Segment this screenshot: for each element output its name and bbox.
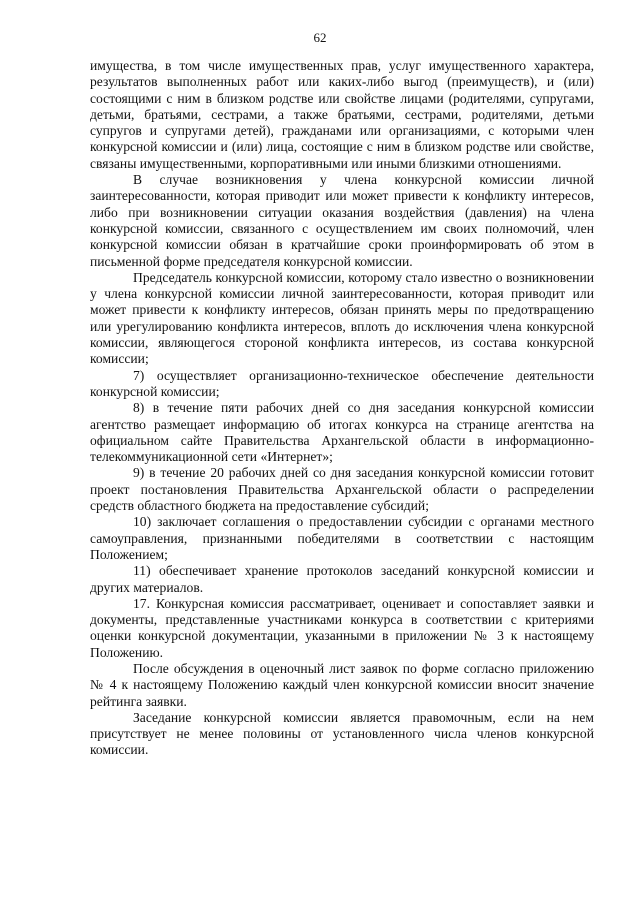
list-item-8: 8) в течение пяти рабочих дней со дня заседания конкурсной комиссии агентство размещает информацию об итогах конкурса на странице агентства на официальном сайте Правительства Архангельской области в информационно-телекоммуникационной сети «Интернет»;: [90, 400, 594, 465]
clause-17: 17. Конкурсная комиссия рассматривает, оценивает и сопоставляет заявки и документы, представленные участниками конкурса в соответствии с критериями оценки конкурсной документации, указанными в приложении № 3 к настоящему Положению.: [90, 595, 594, 660]
list-item-11: 11) обеспечивает хранение протоколов заседаний конкурсной комиссии и других материалов.: [90, 563, 594, 595]
list-item-9: 9) в течение 20 рабочих дней со дня заседания конкурсной комиссии готовит проект постановления Правительства Архангельской области о распределении средств областного бюджета на предоставление субсидий;: [90, 465, 594, 514]
paragraph-chairman-measures: Председатель конкурсной комиссии, которому стало известно о возникновении у члена конкурсной комиссии личной заинтересованности, которая приводит или может привести к конфликту интересов, обязан принять меры по предотвращению или урегулированию конфликта интересов, вплоть до исключения члена конкурсной комиссии, являющегося стороной конфликта интересов, из состава конкурсной комиссии;: [90, 269, 594, 367]
paragraph-evaluation-sheet: После обсуждения в оценочный лист заявок по форме согласно приложению № 4 к настоящему Положению каждый член конкурсной комиссии вносит значение рейтинга заявки.: [90, 660, 594, 709]
page-number: 62: [313, 30, 327, 45]
paragraph-conflict-of-interest: В случае возникновения у члена конкурсной комиссии личной заинтересованности, которая приводит или может привести к конфликту интересов, либо при возникновении ситуации оказания воздействия (давления) на члена конкурсной комиссии, связанного с осуществлением им своих полномочий, член конкурсной комиссии обязан в кратчайшие сроки проинформировать об этом в письменной форме председателя конкурсной комиссии.: [90, 172, 594, 269]
list-item-10: 10) заключает соглашения о предоставлении субсидии с органами местного самоуправления, признанными победителями в соответствии с настоящим Положением;: [90, 514, 594, 562]
list-item-7: 7) осуществляет организационно-техническое обеспечение деятельности конкурсной комиссии;: [90, 367, 594, 399]
paragraph-continuation: имущества, в том числе имущественных прав, услуг имущественного характера, результатов выполненных работ или каких-либо выгод (преимуществ), и (или) состоящими с ним в близком родстве или свойстве лицами (родителями, супругами, детьми, братьями, сестрами, а также братьями, сестрами, родителями, детьми супругов и супругами детей), гражданами или организациями, с которыми член конкурсной комиссии и (или) лица, состоящие с ним в близком родстве или свойстве, связаны имущественными, корпоративными или иными близкими отношениями.: [90, 58, 594, 171]
paragraph-quorum: Заседание конкурсной комиссии является правомочным, если на нем присутствует не менее половины от установленного числа членов конкурсной комиссии.: [90, 709, 594, 758]
document-body: [90, 58, 594, 759]
